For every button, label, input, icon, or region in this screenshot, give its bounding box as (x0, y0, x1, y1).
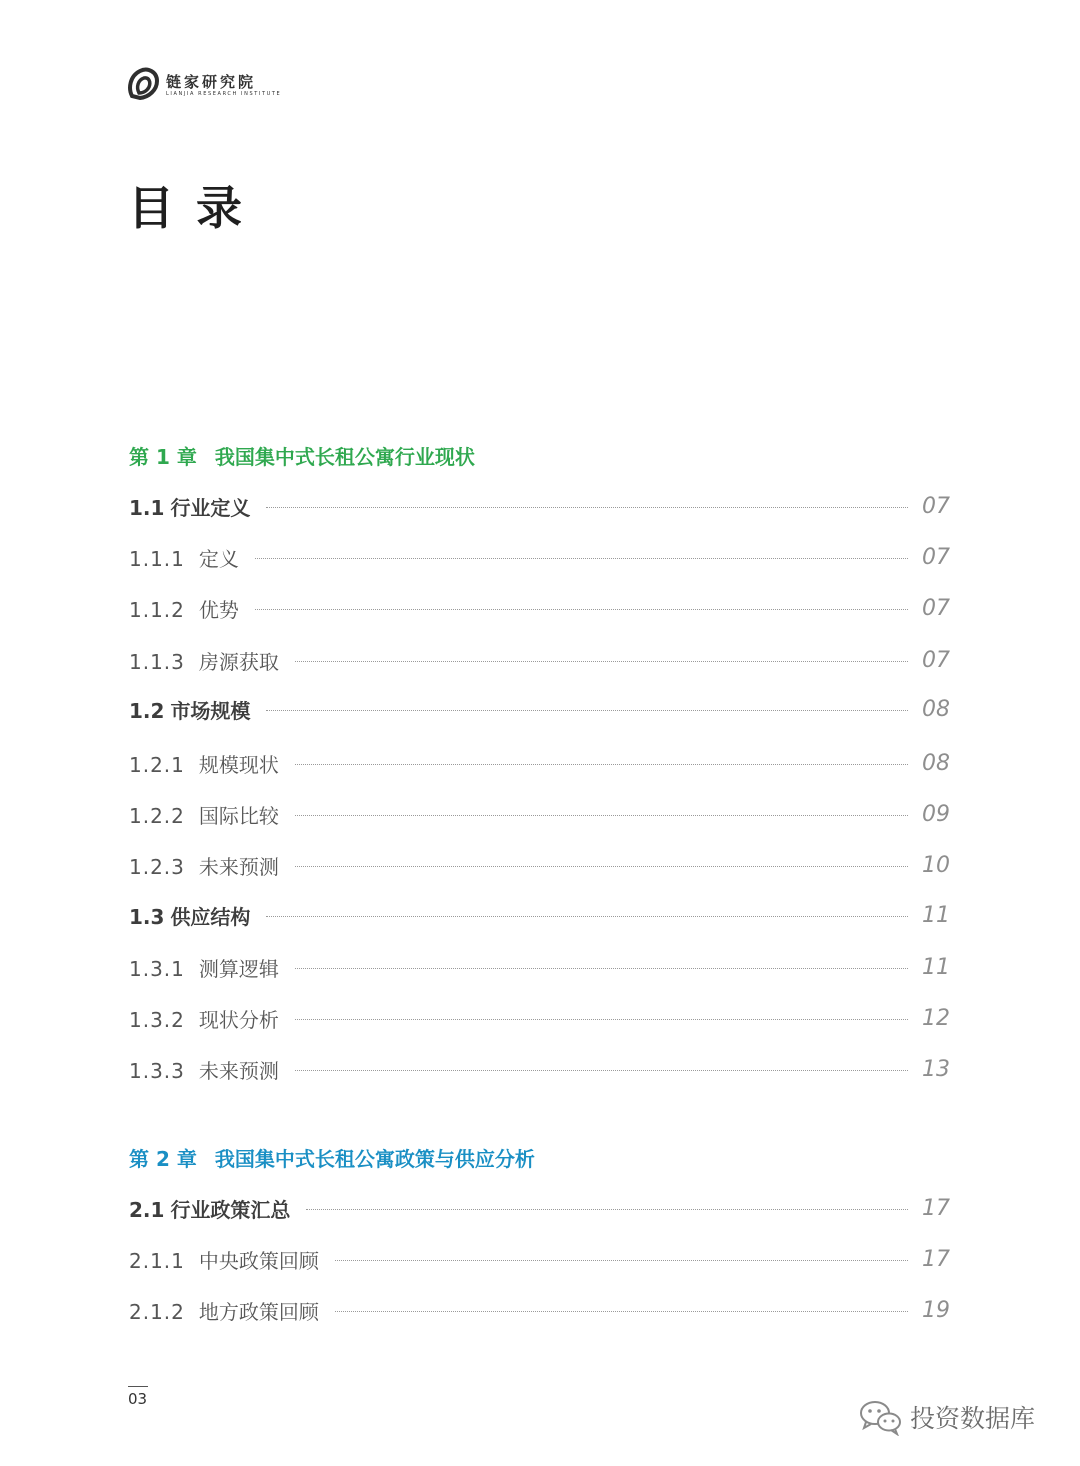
toc-entry-title: 行业政策汇总 (170, 1197, 291, 1222)
toc-entry-code: 1.3.1 (129, 956, 185, 981)
page-title: 目录 (128, 181, 264, 235)
toc-subsection-row[interactable] (129, 1241, 950, 1277)
toc-subsection-row[interactable] (129, 642, 950, 678)
toc-entry-code: 1.1.1 (129, 546, 185, 571)
brand-name-en: LIANJIA RESEARCH INSTITUTE (166, 90, 282, 97)
toc-entry-code: 2.1.2 (129, 1299, 185, 1324)
toc-subsection-row[interactable] (129, 1051, 950, 1087)
toc-entry-label (129, 1055, 279, 1084)
toc-entry-title: 国际比较 (198, 803, 279, 828)
toc-entry-label (129, 749, 279, 778)
toc-entry-title: 房源获取 (198, 649, 279, 674)
toc-entry-label (129, 800, 279, 829)
toc-page-number: 11 (922, 954, 950, 980)
toc-section-row[interactable] (129, 897, 950, 933)
toc-section-row[interactable] (129, 488, 950, 524)
toc-page-number: 07 (922, 647, 950, 673)
toc-entry-title: 未来预测 (198, 854, 279, 879)
toc-entry-label (129, 594, 239, 623)
watermark (858, 1398, 1035, 1436)
dot-leader (266, 710, 908, 711)
toc-page-number: 12 (922, 1005, 950, 1031)
brand-logo (126, 66, 281, 104)
toc-entry-title: 中央政策回顾 (198, 1248, 319, 1273)
toc-subsection-row[interactable] (129, 1000, 950, 1036)
toc-page-number: 07 (922, 493, 950, 519)
toc-page-number: 19 (922, 1297, 950, 1323)
toc-subsection-row[interactable] (129, 1292, 950, 1328)
toc-entry-label (129, 953, 279, 982)
toc-page-number: 13 (922, 1056, 950, 1082)
dot-leader (306, 1209, 908, 1210)
watermark-text: 投资数据库 (910, 1404, 1036, 1433)
toc-page-number: 17 (922, 1246, 950, 1272)
dot-leader (255, 558, 908, 559)
toc-entry-label (129, 1194, 290, 1223)
toc-page-number: 08 (922, 750, 950, 776)
toc-entry-title: 测算逻辑 (198, 956, 279, 981)
toc-section-row[interactable] (129, 1190, 950, 1226)
brand-name-cn: 链家研究院 (166, 72, 257, 91)
toc-subsection-row[interactable] (129, 745, 950, 781)
toc-entry-label (129, 646, 279, 675)
footer-rule (128, 1386, 148, 1387)
toc-entry-label (129, 1004, 279, 1033)
toc-subsection-row[interactable] (129, 539, 950, 575)
toc-entry-code: 1.2.3 (129, 854, 185, 879)
toc-entry-label (129, 695, 250, 724)
dot-leader (295, 1019, 908, 1020)
toc-entry-label (129, 901, 250, 930)
toc-entry-code: 1.2.2 (129, 803, 185, 828)
toc-subsection-row[interactable] (129, 590, 950, 626)
toc-entry-code: 1.1 (129, 495, 165, 520)
toc-entry-title: 规模现状 (198, 752, 279, 777)
toc-entry-code: 1.1.2 (129, 597, 185, 622)
toc-entry-title: 供应结构 (170, 904, 251, 929)
toc-entry-title: 行业定义 (170, 495, 251, 520)
toc-entry-label (129, 1296, 319, 1325)
dot-leader (295, 866, 908, 867)
toc-entry-label (129, 492, 250, 521)
toc-entry-title: 市场规模 (170, 698, 251, 723)
chapter-number: 第 1 章 (129, 445, 197, 469)
toc-entry-code: 1.3 (129, 904, 165, 929)
toc-entry-code: 1.1.3 (129, 649, 185, 674)
toc-subsection-row[interactable] (129, 847, 950, 883)
chapter-title: 我国集中式长租公寓政策与供应分析 (214, 1147, 535, 1171)
toc-page-number: 07 (922, 595, 950, 621)
toc-page-number: 17 (922, 1195, 950, 1221)
toc-page-number: 10 (922, 852, 950, 878)
toc-entry-code: 1.2.1 (129, 752, 185, 777)
dot-leader (295, 661, 908, 662)
dot-leader (295, 1070, 908, 1071)
toc-page-number: 07 (922, 544, 950, 570)
wechat-icon (858, 1398, 904, 1436)
toc-entry-label (129, 1245, 319, 1274)
dot-leader (295, 764, 908, 765)
toc-entry-title: 定义 (198, 546, 239, 571)
toc-entry-label (129, 543, 239, 572)
chapter-heading (129, 1143, 535, 1172)
toc-entry-label (129, 851, 279, 880)
toc-entry-code: 1.3.3 (129, 1058, 185, 1083)
dot-leader (255, 609, 908, 610)
dot-leader (266, 916, 908, 917)
toc-entry-title: 未来预测 (198, 1058, 279, 1083)
lianjia-logo-icon (126, 66, 160, 104)
toc-page-number: 08 (922, 696, 950, 722)
dot-leader (266, 507, 908, 508)
toc-page-number: 09 (922, 801, 950, 827)
toc-entry-title: 现状分析 (198, 1007, 279, 1032)
chapter-number: 第 2 章 (129, 1147, 197, 1171)
toc-section-row[interactable] (129, 691, 950, 727)
chapter-title: 我国集中式长租公寓行业现状 (214, 445, 475, 469)
dot-leader (335, 1260, 908, 1261)
toc-entry-title: 优势 (198, 597, 239, 622)
toc-entry-code: 1.3.2 (129, 1007, 185, 1032)
toc-subsection-row[interactable] (129, 949, 950, 985)
page-number: 03 (128, 1390, 148, 1408)
toc-entry-title: 地方政策回顾 (198, 1299, 319, 1324)
dot-leader (295, 968, 908, 969)
dot-leader (295, 815, 908, 816)
toc-entry-code: 2.1.1 (129, 1248, 185, 1273)
dot-leader (335, 1311, 908, 1312)
toc-page-number: 11 (922, 902, 950, 928)
toc-entry-code: 1.2 (129, 698, 165, 723)
toc-subsection-row[interactable] (129, 796, 950, 832)
chapter-heading (129, 441, 475, 470)
toc-entry-code: 2.1 (129, 1197, 165, 1222)
